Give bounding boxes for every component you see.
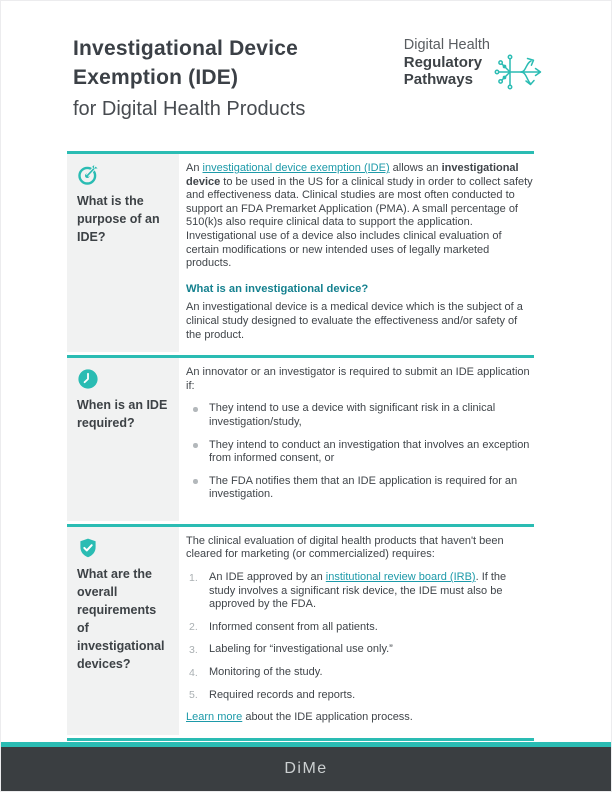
page-title: Investigational Device Exemption (IDE) xyxy=(73,37,298,89)
subheading: What is an investigational device? xyxy=(186,282,369,295)
list-item: They intend to use a device with significant risk in a clinical investigation/study, xyxy=(186,402,534,429)
numbered-list xyxy=(186,571,534,702)
section-question: When is an IDE required? xyxy=(77,398,168,431)
inline-link[interactable]: investigational device exemption (IDE) xyxy=(202,162,390,174)
list-item: Informed consent from all patients. xyxy=(209,620,378,633)
brand-line-1: Digital Health xyxy=(403,37,490,53)
brand-line-2: Regulatory xyxy=(403,54,483,71)
paragraph: An innovator or an investigator is required to submit an IDE application if: xyxy=(186,366,530,392)
pathways-network-icon xyxy=(493,49,549,95)
brand-line-3: Pathways xyxy=(403,71,473,88)
section-purpose-body xyxy=(186,154,534,355)
text-run: An xyxy=(186,162,203,174)
dime-logo: DiMe xyxy=(284,760,328,777)
list-item: They intend to conduct an investigation that involves an exception from informed consent, or xyxy=(186,439,534,466)
list-item: Monitoring of the study. xyxy=(209,666,323,679)
list-item: Labeling for “investigational use only.” xyxy=(209,643,393,656)
inline-link[interactable]: institutional review board (IRB) xyxy=(325,571,476,584)
section-requirements-sidebar xyxy=(67,527,179,735)
bullet-list xyxy=(186,402,534,502)
footer-bar xyxy=(1,747,611,791)
text-run: about the IDE application process. xyxy=(242,711,413,724)
section-when-body xyxy=(186,358,534,524)
brand-logo xyxy=(404,36,549,95)
content-sections xyxy=(67,151,534,741)
section-question: What are the overall requirements of investigational devices? xyxy=(77,566,165,671)
shield-check-icon xyxy=(77,537,99,559)
target-dart-icon xyxy=(77,164,99,186)
section-purpose-sidebar xyxy=(67,154,179,352)
list-item xyxy=(186,571,534,612)
list-item: The FDA notifies them that an IDE application is required for an investigation. xyxy=(186,475,534,502)
paragraph xyxy=(186,162,534,271)
section-when-sidebar xyxy=(67,358,179,521)
paragraph: An investigational device is a medical device which is the subject of a clinical study designed to evaluate the effectiveness and/or safety of the product. xyxy=(186,301,523,341)
bold-text: investigational device xyxy=(186,162,519,188)
learn-more-line xyxy=(186,711,534,725)
page-subtitle: for Digital Health Products xyxy=(73,98,306,120)
text-run: An IDE approved by an xyxy=(209,571,326,584)
list-item: Required records and reports. xyxy=(209,688,356,701)
paragraph: The clinical evaluation of digital health products that haven't been cleared for marketing (or commercialized) requires: xyxy=(186,534,504,561)
text-run: to be used in the US for a clinical study in order to collect safety and effectiveness data. Clinical studies are most often conducted to support an FDA Premarket Application (PMA). A small percentage of 510(k)s also require clinical data to support the application. Investigational use of a device also includes clinical evaluation of certain modifications or new intended uses of legally marketed products. xyxy=(186,175,533,270)
section-requirements-body xyxy=(186,527,534,738)
section-requirements xyxy=(67,524,534,741)
clock-icon xyxy=(77,368,99,390)
section-when-required xyxy=(67,355,534,524)
section-question: What is the purpose of an IDE? xyxy=(77,194,160,244)
inline-link[interactable]: Learn more xyxy=(186,711,243,724)
section-purpose xyxy=(67,151,534,355)
text-run: . If the study involves a significant risk device, the IDE must also be approved by the FDA. xyxy=(209,571,507,611)
text-run: allows an xyxy=(389,162,442,174)
header xyxy=(73,34,549,124)
